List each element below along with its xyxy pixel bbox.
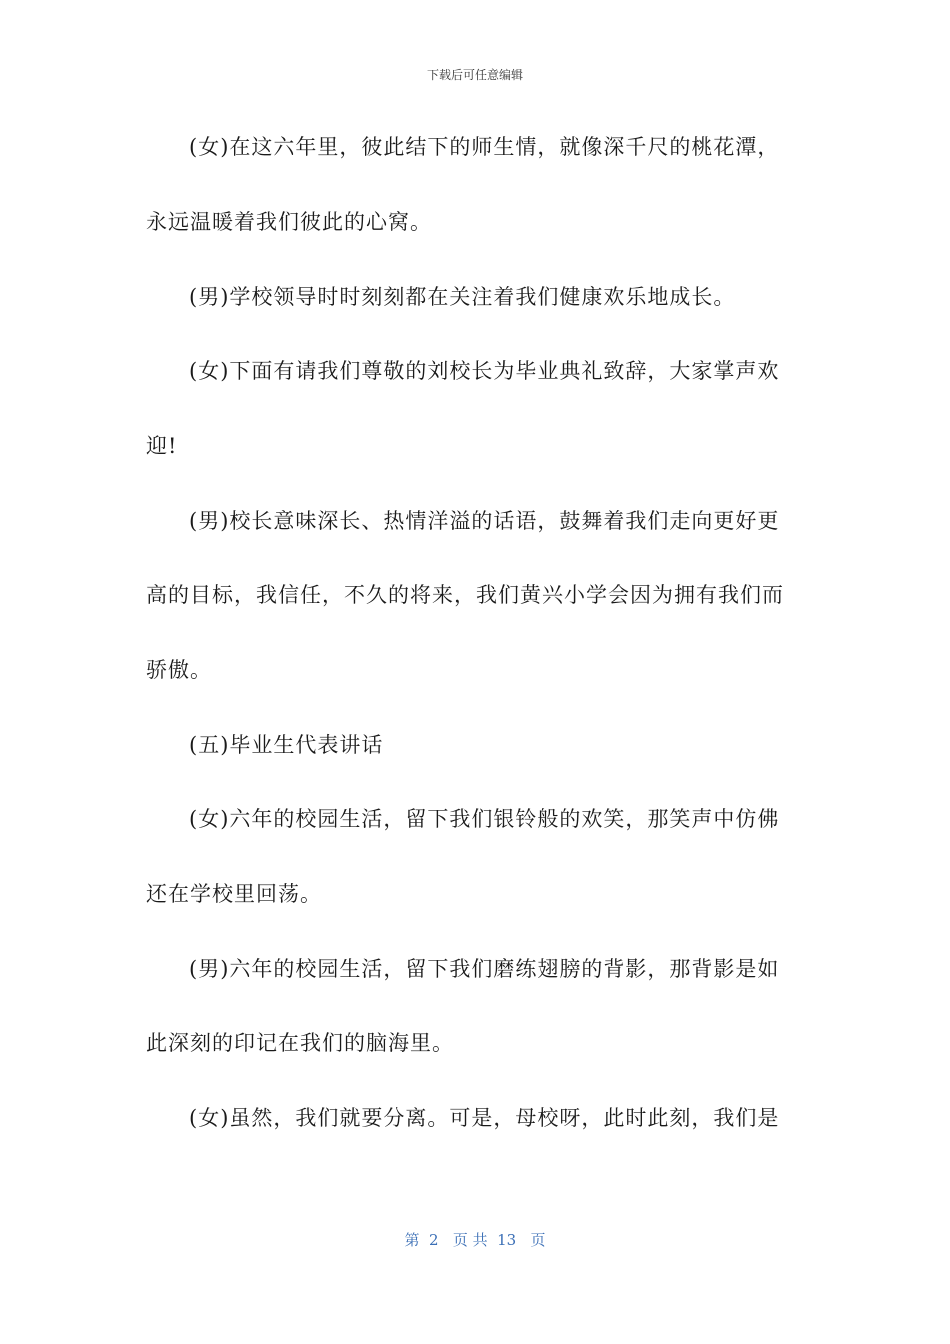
text-line: (男)六年的校园生活，留下我们磨练翅膀的背影，那背影是如 <box>189 957 780 981</box>
section-heading: (五)毕业生代表讲话 <box>189 733 384 757</box>
text-line: 还在学校里回荡。 <box>146 882 322 906</box>
text-line: (女)虽然，我们就要分离。可是，母校呀，此时此刻，我们是 <box>189 1106 780 1130</box>
text-line: (男)校长意味深长、热情洋溢的话语，鼓舞着我们走向更好更 <box>189 509 780 533</box>
text-line: (女)下面有请我们尊敬的刘校长为毕业典礼致辞，大家掌声欢 <box>189 359 780 383</box>
text-line: (男)学校领导时时刻刻都在关注着我们健康欢乐地成长。 <box>189 285 736 309</box>
text-line: 永远温暖着我们彼此的心窝。 <box>146 210 432 234</box>
text-line: 此深刻的印记在我们的脑海里。 <box>146 1031 454 1055</box>
text-line: (女)六年的校园生活，留下我们银铃般的欢笑，那笑声中仿佛 <box>189 807 780 831</box>
text-line: 高的目标，我信任，不久的将来，我们黄兴小学会因为拥有我们而 <box>146 583 784 607</box>
page-header: 下载后可任意编辑 <box>426 68 523 82</box>
text-line: 迎! <box>146 434 178 458</box>
page-number-footer: 第 2 页 共 13 页 <box>404 1231 546 1249</box>
text-line: 骄傲。 <box>146 658 212 682</box>
text-line: (女)在这六年里，彼此结下的师生情，就像深千尺的桃花潭， <box>189 135 780 159</box>
